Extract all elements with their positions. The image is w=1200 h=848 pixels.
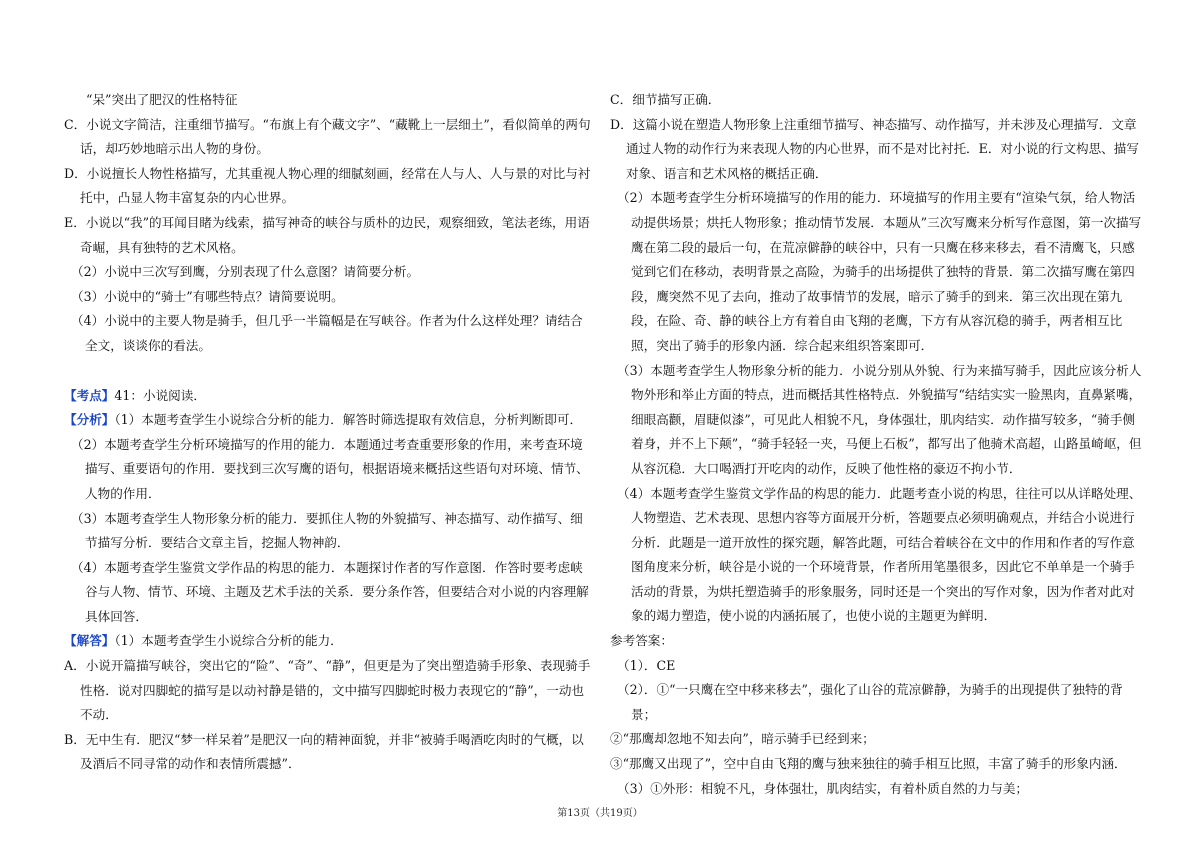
paragraph	[610, 629, 1144, 654]
paragraph	[610, 359, 1144, 482]
page-footer: 第13页（共19页）	[557, 808, 643, 819]
section-tag: 【分析】	[64, 412, 115, 428]
paragraph-text: （3）①外形：相貌不凡，身体强壮，肌肉结实，有着朴质自然的力与美；	[617, 780, 1029, 796]
paragraph	[64, 113, 592, 162]
paragraph	[64, 728, 592, 777]
spacer	[64, 359, 592, 384]
paragraph	[610, 482, 1144, 630]
paragraph	[64, 629, 592, 654]
paragraph-text: C．细节描写正确．	[610, 92, 721, 107]
paragraph	[610, 654, 1144, 679]
paragraph-text: ②“那鹰却忽地不知去向”，暗示骑手已经到来；	[610, 731, 875, 747]
paragraph	[64, 556, 592, 630]
paragraph	[610, 752, 1144, 777]
paragraph-text: （4）小说中的主要人物是骑手，但几乎一半篇幅是在写峡谷。作者为什么这样处理？请结合全文，谈谈你的看法。	[71, 313, 583, 353]
paragraph-text: （3）本题考查学生人物形象分析的能力．小说分别从外貌、行为来描写骑手，因此应该分析人物外形和举止方面的特点，进而概括其性格特点．外貌描写“结结实实一脸黑肉，直鼻紧嘴，细眼高颧，眉睫似漆”，可见此人相貌不凡，身体强壮，肌肉结实．动作描写较多，“骑手侧着身，并不上下颠”，“骑手轻轻一夹，马便上石板”，都写出了他骑术高超，山路虽崎岖，但从容沉稳．大口喝酒打开吃肉的动作，反映了他性格的豪迈不拘小节．	[617, 362, 1142, 476]
paragraph-text: D．小说擅长人物性格描写，尤其重视人物心理的细腻刻画，经常在人与人、人与景的对比与衬托中，凸显人物丰富复杂的内心世界。	[64, 165, 591, 206]
paragraph-text: （2）本题考查学生分析环境描写的作用的能力．环境描写的作用主要有“渲染气氛，给人物活动提供场景；烘托人物形象；推动情节发展．本题从”三次写鹰来分析写作意图，第一次描写鹰在第二段的最后一句，在荒凉僻静的峡谷中，只有一只鹰在移来移去，看不清鹰飞，只感觉到它们在移动，表明背景之高险，为骑手的出场提供了独特的背景．第二次描写鹰在第四段，鹰突然不见了去向，推动了故事情节的发展，暗示了骑手的到来．第三次出现在第九段，在险、奇、静的峡谷上方有着自由飞翔的老鹰，下方有从容沉稳的骑手，两者相互比照，突出了骑手的形象内涵．综合起来组织答案即可．	[617, 190, 1142, 353]
paragraph-text: C．小说文字简洁，注重细节描写。“布旗上有个藏文字”、“藏靴上一层细土”，看似简单的两句话，却巧妙地暗示出人物的身份。	[64, 116, 591, 157]
paragraph	[64, 654, 592, 728]
paragraph-text: （1）．CE	[617, 657, 676, 673]
paragraph	[610, 777, 1144, 802]
paragraph-text: （4）本题考查学生鉴赏文学作品的构思的能力．本题探讨作者的写作意图．作答时要考虑峡谷与人物、情节、环境、主题及艺术手法的关系．要分条作答，但要结合对小说的内容理解具体回答．	[71, 559, 589, 624]
paragraph	[610, 678, 1144, 727]
paragraph	[64, 507, 592, 556]
paragraph	[64, 433, 592, 507]
section-tag: 【解答】	[64, 633, 115, 649]
paragraph	[610, 727, 1144, 752]
paragraph-text: 参考答案：	[610, 633, 673, 649]
paragraph-text: “呆”突出了肥汉的性格特征	[86, 92, 238, 107]
paragraph-text: （2）小说中三次写到鹰，分别表现了什么意图？请简要分析。	[71, 264, 420, 280]
paragraph	[610, 88, 1144, 113]
paragraph	[64, 88, 592, 113]
paragraph-text: ③“那鹰又出现了”，空中自由飞翔的鹰与独来独往的骑手相互比照，丰富了骑手的形象内涵．	[610, 756, 1127, 772]
paragraph-text: E．小说以“我”的耳闻目睹为线索，描写神奇的峡谷与质朴的边民，观察细致，笔法老练，用语奇崛，具有独特的艺术风格。	[64, 214, 590, 255]
paragraph-text: （1）本题考查学生小说综合分析的能力．	[114, 633, 343, 649]
paragraph-text: B．无中生有．肥汉“梦一样呆着”是肥汉一向的精神面貌，并非“被骑手喝酒吃肉时的气概，以及酒后不同寻常的动作和表情所震撼”．	[64, 731, 584, 772]
paragraph-text: （2）本题考查学生分析环境描写的作用的能力．本题通过考查重要形象的作用，来考查环境描写、重要语句的作用．要找到三次写鹰的语句，根据语境来概括这些语句对环境、情节、人物的作用．	[71, 436, 589, 501]
paragraph	[64, 408, 592, 433]
left-column	[64, 88, 592, 777]
paragraph-text: （3）小说中的“骑士”有哪些特点？请简要说明。	[71, 288, 344, 304]
section-tag: 【考点】	[64, 387, 115, 403]
right-column	[610, 88, 1144, 801]
paragraph-text: （3）本题考查学生人物形象分析的能力．要抓住人物的外貌描写、神态描写、动作描写、细节描写分析．要结合文章主旨，挖掘人物神韵．	[71, 510, 583, 551]
paragraph-text: A．小说开篇描写峡谷，突出它的“险”、“奇”、“静”，但更是为了突出塑造骑手形象、表现骑手性格．说对四脚蛇的描写是以动衬静是错的，文中描写四脚蛇时极力表现它的“静”，一动也不动．	[64, 658, 591, 723]
paragraph	[64, 384, 592, 409]
paragraph	[64, 260, 592, 285]
paragraph	[64, 285, 592, 310]
paragraph	[64, 309, 592, 358]
paragraph	[610, 113, 1144, 187]
paragraph-text: 41：小说阅读．	[114, 387, 206, 403]
paragraph	[64, 162, 592, 211]
paragraph	[610, 186, 1144, 358]
paragraph-text: （2）．①“一只鹰在空中移来移去”，强化了山谷的荒凉僻静，为骑手的出现提供了独特的背景；	[617, 682, 1123, 722]
paragraph-text: D．这篇小说在塑造人物形象上注重细节描写、神态描写、动作描写，并未涉及心理描写．文章通过人物的动作行为来表现人物的内心世界，而不是对比衬托．E．对小说的行文构思、描写对象、语言和艺术风格的概括正确．	[610, 116, 1139, 181]
paragraph-text: （4）本题考查学生鉴赏文学作品的构思的能力．此题考查小说的构思，往往可以从详略处理、人物塑造、艺术表现、思想内容等方面展开分析，答题要点必须明确观点，并结合小说进行分析．此题是一道开放性的探究题，解答此题，可结合着峡谷在文中的作用和作者的写作意图角度来分析，峡谷是小说的一个环境背景，作者所用笔墨很多，因此它不单单是一个骑手活动的背景，为烘托塑造骑手的形象服务，同时还是一个突出的写作对象，因为作者对此对象的竭力塑造，使小说的内涵拓展了，也使小说的主题更为鲜明．	[617, 485, 1142, 624]
paragraph	[64, 211, 592, 260]
paragraph-text: （1）本题考查学生小说综合分析的能力．解答时筛选提取有效信息，分析判断即可．	[114, 412, 583, 428]
